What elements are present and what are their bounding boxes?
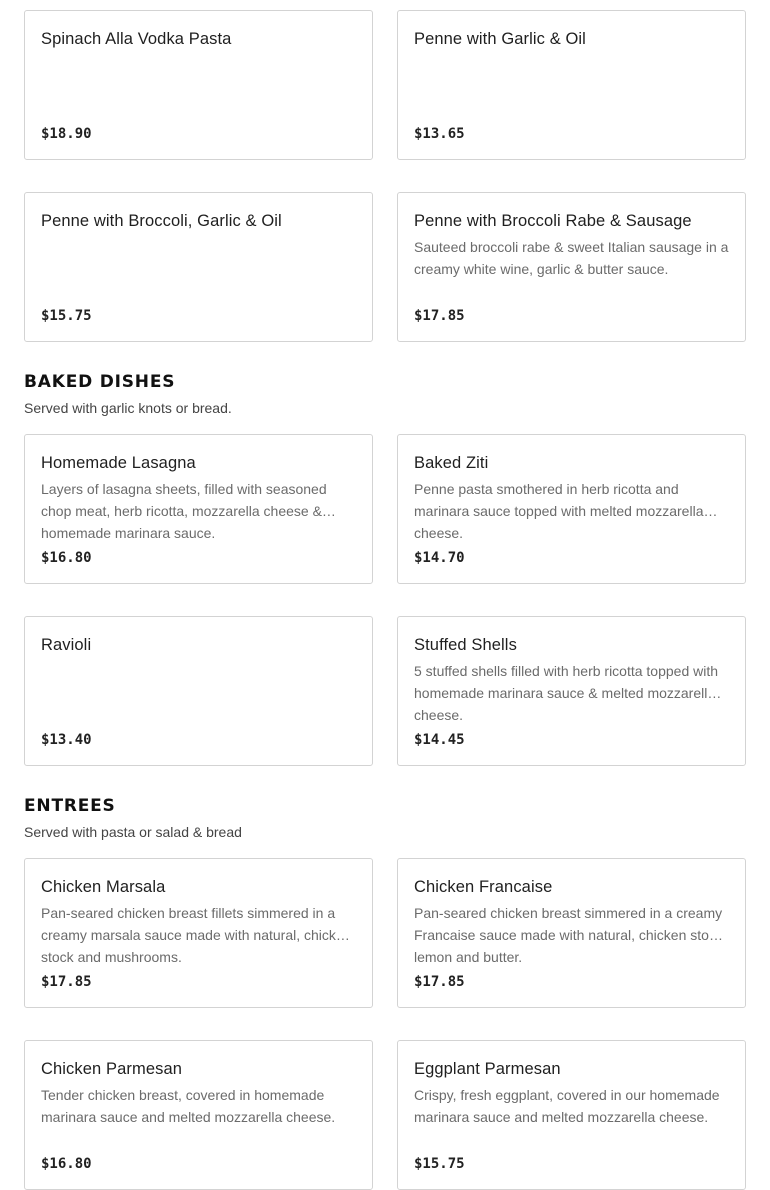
menu-item-card[interactable] <box>24 1040 373 1190</box>
menu-item-description: Tender chicken breast, covered in homemade marinara sauce and melted mozzarella cheese. <box>41 1087 336 1125</box>
menu-item-name: Penne with Broccoli, Garlic & Oil <box>41 212 282 230</box>
menu-item-name: Chicken Parmesan <box>41 1060 182 1078</box>
menu-item-name: Homemade Lasagna <box>41 454 196 472</box>
menu-item-price: $17.85 <box>41 974 92 990</box>
menu-section-entrees <box>0 795 770 1190</box>
menu-item-price: $17.85 <box>414 308 465 324</box>
menu-item-card[interactable] <box>24 10 373 160</box>
menu-item-description: Sauteed broccoli rabe & sweet Italian sausage in a creamy white wine, garlic & butter sauce. <box>414 239 729 277</box>
section-header <box>24 795 746 841</box>
menu-item-price: $13.40 <box>41 732 92 748</box>
menu-item-description: Pan-seared chicken breast fillets simmered in a creamy marsala sauce made with natural, chicken stock and mushrooms. <box>41 905 352 965</box>
section-subtitle: Served with pasta or salad & bread <box>24 824 242 840</box>
menu-item-description: 5 stuffed shells filled with herb ricotta topped with homemade marinara sauce & melted mozzarella cheese. <box>414 663 719 723</box>
menu-item-name: Chicken Marsala <box>41 878 166 896</box>
menu-section-pasta <box>0 0 770 342</box>
menu-item-name: Chicken Francaise <box>414 878 553 896</box>
section-title: ENTREES <box>24 796 116 816</box>
menu-item-name: Stuffed Shells <box>414 636 517 654</box>
menu-item-name: Spinach Alla Vodka Pasta <box>41 30 232 48</box>
menu-item-card[interactable] <box>397 616 746 766</box>
menu-item-price: $13.65 <box>414 126 465 142</box>
menu-item-card[interactable] <box>397 858 746 1008</box>
menu-item-card[interactable] <box>397 192 746 342</box>
menu-grid <box>24 858 746 1190</box>
menu-item-description: Penne pasta smothered in herb ricotta and marinara sauce topped with melted mozzarella cheese. <box>414 481 704 541</box>
menu-item-card[interactable] <box>397 434 746 584</box>
menu-item-price: $15.75 <box>414 1156 465 1172</box>
menu-item-description: Pan-seared chicken breast simmered in a creamy Francaise sauce made with natural, chicken stock, lemon and butter. <box>414 905 727 965</box>
menu-grid <box>24 10 746 342</box>
menu-item-card[interactable] <box>397 10 746 160</box>
menu-item-price: $14.70 <box>414 550 465 566</box>
menu-item-name: Baked Ziti <box>414 454 489 472</box>
menu-item-description: Layers of lasagna sheets, filled with seasoned chop meat, herb ricotta, mozzarella cheese & homemade marinara sauce. <box>41 481 327 541</box>
menu-item-card[interactable] <box>24 858 373 1008</box>
menu-grid <box>24 434 746 766</box>
menu-item-price: $15.75 <box>41 308 92 324</box>
menu-item-name: Penne with Broccoli Rabe & Sausage <box>414 212 692 230</box>
menu-item-price: $16.80 <box>41 550 92 566</box>
menu-item-card[interactable] <box>24 616 373 766</box>
section-title: BAKED DISHES <box>24 372 176 392</box>
menu-item-name: Eggplant Parmesan <box>414 1060 561 1078</box>
menu-item-name: Penne with Garlic & Oil <box>414 30 586 48</box>
menu-item-card[interactable] <box>397 1040 746 1190</box>
menu-item-name: Ravioli <box>41 636 92 654</box>
menu-item-price: $14.45 <box>414 732 465 748</box>
menu-item-price: $18.90 <box>41 126 92 142</box>
menu-item-price: $17.85 <box>414 974 465 990</box>
section-subtitle: Served with garlic knots or bread. <box>24 400 232 416</box>
menu-item-description: Crispy, fresh eggplant, covered in our homemade marinara sauce and melted mozzarella cheese. <box>414 1087 720 1125</box>
menu-item-card[interactable] <box>24 434 373 584</box>
menu-item-price: $16.80 <box>41 1156 92 1172</box>
section-header <box>24 371 746 417</box>
menu-item-card[interactable] <box>24 192 373 342</box>
menu-section-baked-dishes <box>0 371 770 766</box>
